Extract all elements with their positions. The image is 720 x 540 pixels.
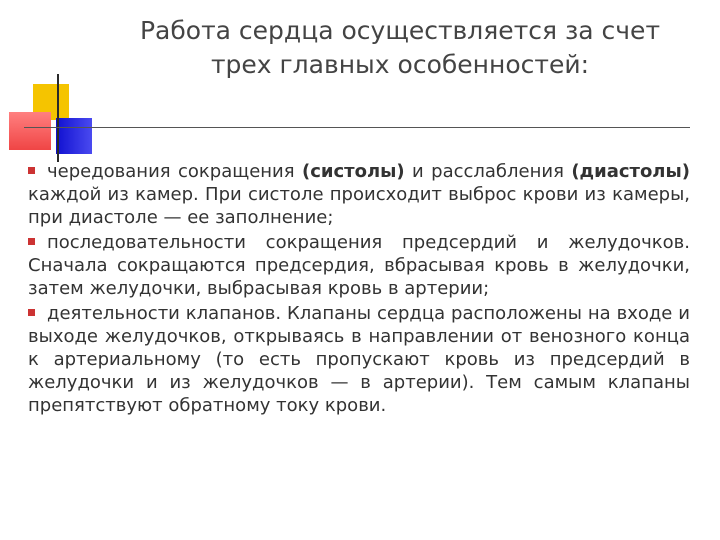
bullet-text: деятельности клапанов. Клапаны сердца расположены на входе и выходе желудочков, открываясь в направлении от венозного конца к артериальному (то есть пропускают кровь из предсердий в желудочки и из желудочков — в артерии). Тем самым клапаны препятствуют обратному току крови. (28, 303, 690, 416)
decor-red-square (9, 112, 51, 150)
bullet-text-part: каждой из камер. При систоле происходит выброс крови из камеры, при диастоле — ее заполнение; (28, 184, 690, 228)
slide-body (28, 160, 690, 419)
decor-vertical-line (57, 74, 59, 162)
bullet-item (28, 160, 690, 229)
bullet-bold-term: (диастолы) (571, 161, 690, 182)
bullet-text: последовательности сокращения предсердий и желудочков. Сначала сокращаются предсердия, вбрасывая кровь в желудочки, затем желудочки, выбрасывая кровь в артерии; (28, 232, 690, 299)
title-line-1: Работа сердца осуществляется за счет (139, 16, 661, 45)
bullet-square-icon (28, 309, 35, 316)
bullet-square-icon (28, 167, 35, 174)
decor-blue-square (56, 118, 92, 154)
bullet-item (28, 302, 690, 417)
title-divider (24, 127, 690, 128)
title-line-2: трех главных особенностей: (210, 50, 590, 79)
slide-title (100, 14, 700, 82)
bullet-square-icon (28, 238, 35, 245)
bullet-text-part: и расслабления (404, 161, 572, 182)
bullet-item (28, 231, 690, 300)
bullet-text-part: чередования сокращения (47, 161, 302, 182)
bullet-bold-term: (систолы) (301, 161, 405, 182)
